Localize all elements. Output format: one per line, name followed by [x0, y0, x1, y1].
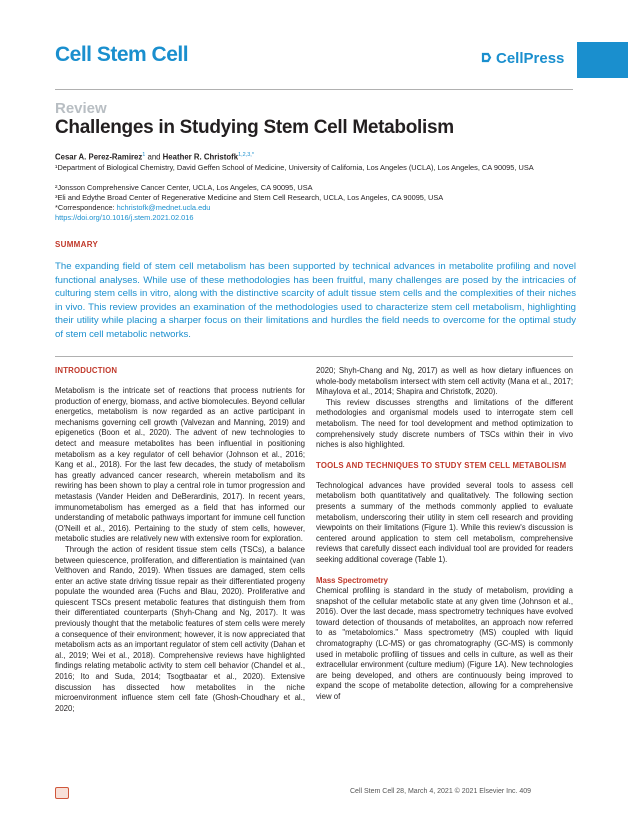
- paragraph: Metabolism is the intricate set of reactions that process nutrients for production of energy, biomass, and active biomolecules. Beyond cellular energetics, metabolism is now regarded as an active participant in mechanisms governing cell growth (Valvezan and Manning, 2019) and epigenetics (Boon et al., 2020). The advent of new technologies to detect and measure metabolites has been influential in positioning metabolism as a key regulator of cell behavior (Johnson et al., 2016; Kang et al., 2018). For the last few decades, the study of metabolism has greatly advanced cancer research, wherein metabolism and its rewiring has been shown to play a central role in tumor progression and metastasis (Vander Heiden and DeBerardinis, 2017). In recent years, immunometabolism has emerged as a field that has informed our understanding of metabolic pathways important for immune cell function (O'Neill et al., 2016). Pertaining to the study of stem cells, however, metabolic studies are relatively new with extensive room for exploration.: [55, 386, 305, 544]
- mass-spectrometry-heading: Mass Spectrometry: [316, 575, 388, 585]
- author-join: and: [145, 152, 163, 162]
- affiliation-marker: 1: [142, 152, 146, 158]
- summary-rule: [55, 356, 573, 357]
- tools-heading: TOOLS AND TECHNIQUES TO STUDY STEM CELL METABOLISM: [316, 460, 567, 470]
- correspondence-email-link[interactable]: hchristofk@mednet.ucla.edu: [116, 203, 211, 212]
- paragraph: Chemical profiling is standard in the study of metabolism, providing a snapshot of the cellular metabolic state at any given time (Johnson et al., 2016). Over the last decade, mass spectrometry techniques have evolved toward detection of thousands of metabolites, an approach now referred to as "metabolomics." Mass spectrometry (MS) coupled with liquid chromatography (LC-MS) or gas chromatography (GC-MS) is commonly used in metabolic profiling of tissues and cells in culture, as well as their extracellular environment (culture medium) (Figure 1A). New technologies are being developed, and others are continuously being improved to expand the scope of metabolite detection, allowing for a comprehensive view of: [316, 586, 573, 702]
- article-title: Challenges in Studying Stem Cell Metabolism: [55, 117, 454, 138]
- journal-name: Cell Stem Cell: [55, 43, 189, 66]
- doi-link[interactable]: https://doi.org/10.1016/j.stem.2021.02.016: [55, 213, 194, 222]
- author-name: Heather R. Christofk: [162, 152, 239, 162]
- author-name: Cesar A. Perez-Ramirez: [55, 152, 143, 162]
- publisher-name: CellPress: [496, 50, 565, 67]
- paragraph: 2020; Shyh-Chang and Ng, 2017) as well as how dietary influences on whole-body metabolism intersect with stem cell activity (Mana et al., 2017; Mihaylova et al., 2014; Shapira and Christofk, 2020).: [316, 366, 573, 397]
- introduction-heading: INTRODUCTION: [55, 366, 118, 375]
- publisher-logo: [480, 50, 564, 67]
- affiliation-3: ³Eli and Edythe Broad Center of Regenerative Medicine and Stem Cell Research, UCLA, Los Angeles, CA 90095, USA: [55, 193, 444, 202]
- check-for-updates-icon[interactable]: [55, 787, 69, 799]
- paragraph: Technological advances have provided several tools to assess cell metabolism both quantitatively and qualitatively. The following section presents a summary of the methods commonly applied to evaluate metabolism, underscoring their utility in stem cell research and providing viewpoints on their limitations (Figure 1). While this review's discussion is centered around application to stem cell metabolism, comprehensive reviews that carefully dissect each individual tool are provided for readers seeking additional coverage (Table 1).: [316, 480, 573, 564]
- summary-text: The expanding field of stem cell metabolism has been supported by technical advances in metabolite profiling and novel functional analyses. While use of these methodologies has been fruitful, many challenges are posed by the intricacies of culturing stem cells in vitro, along with the distinctive scarcity of adult tissue stem cells and the complexities of their niches in vivo. This review provides an examination of the methodologies used to characterize stem cell metabolism, highlighting their utility while placing a sharper focus on their limitations and hurdles the field needs to overcome for the optimal study of stem cell metabolic networks.: [55, 261, 576, 340]
- affiliation-1: ¹Department of Biological Chemistry, David Geffen School of Medicine, University of California, Los Angeles (UCLA), Los Angeles, CA 90095, USA: [55, 163, 534, 172]
- header-rule: [55, 89, 573, 90]
- section-color-tab: [577, 42, 628, 78]
- paragraph: Through the action of resident tissue stem cells (TSCs), a balance between quiescence, proliferation, and differentiation is maintained (van Velthoven and Rando, 2019). When tissues are damaged, stem cells enter an active state driving tissue repair as their differentiated progeny populate the wounded area (Fuchs and Blau, 2020). Proliferative and quiescent TSCs present metabolic features that distinguish them from their differentiated counterparts (Shyh-Chang and Ng, 2017). It was previously thought that the metabolic features of stem cells were merely a consequence of their environment; however, it is now appreciated that metabolism acts as an important regulator of stem cell activity (Dahan et al., 2019; Wei et al., 2018). Comprehensive reviews have highlighted findings relating metabolic activity to stem cell behavior (Chandel et al., 2016; Ito and Suda, 2014; Tsogtbaatar et al., 2020). Extensive discussion has dissected how metabolites in the niche microenvironment influence stem cell fate (Ghosh-Choudhary et al., 2020;: [55, 544, 305, 713]
- right-column: [316, 366, 573, 703]
- page-footer: Cell Stem Cell 28, March 4, 2021 © 2021 Elsevier Inc. 409: [350, 788, 532, 795]
- paragraph: This review discusses strengths and limitations of the different methodologies and organismal models used to interrogate stem cell metabolism. The need for tool development and method optimization to comprehensively study discrete numbers of TSCs within their in vivo niches is also highlighted.: [316, 397, 573, 450]
- affiliation-marker: 1,2,3,*: [238, 152, 254, 158]
- left-column: [55, 366, 305, 714]
- affiliation-2: ²Jonsson Comprehensive Cancer Center, UCLA, Los Angeles, CA 90095, USA: [55, 183, 313, 192]
- cellpress-icon: [480, 51, 493, 64]
- summary-heading: SUMMARY: [55, 240, 99, 249]
- article-type: Review: [55, 100, 107, 117]
- author-line: [55, 152, 254, 162]
- correspondence-label: *Correspondence:: [55, 203, 117, 212]
- correspondence: [55, 203, 575, 213]
